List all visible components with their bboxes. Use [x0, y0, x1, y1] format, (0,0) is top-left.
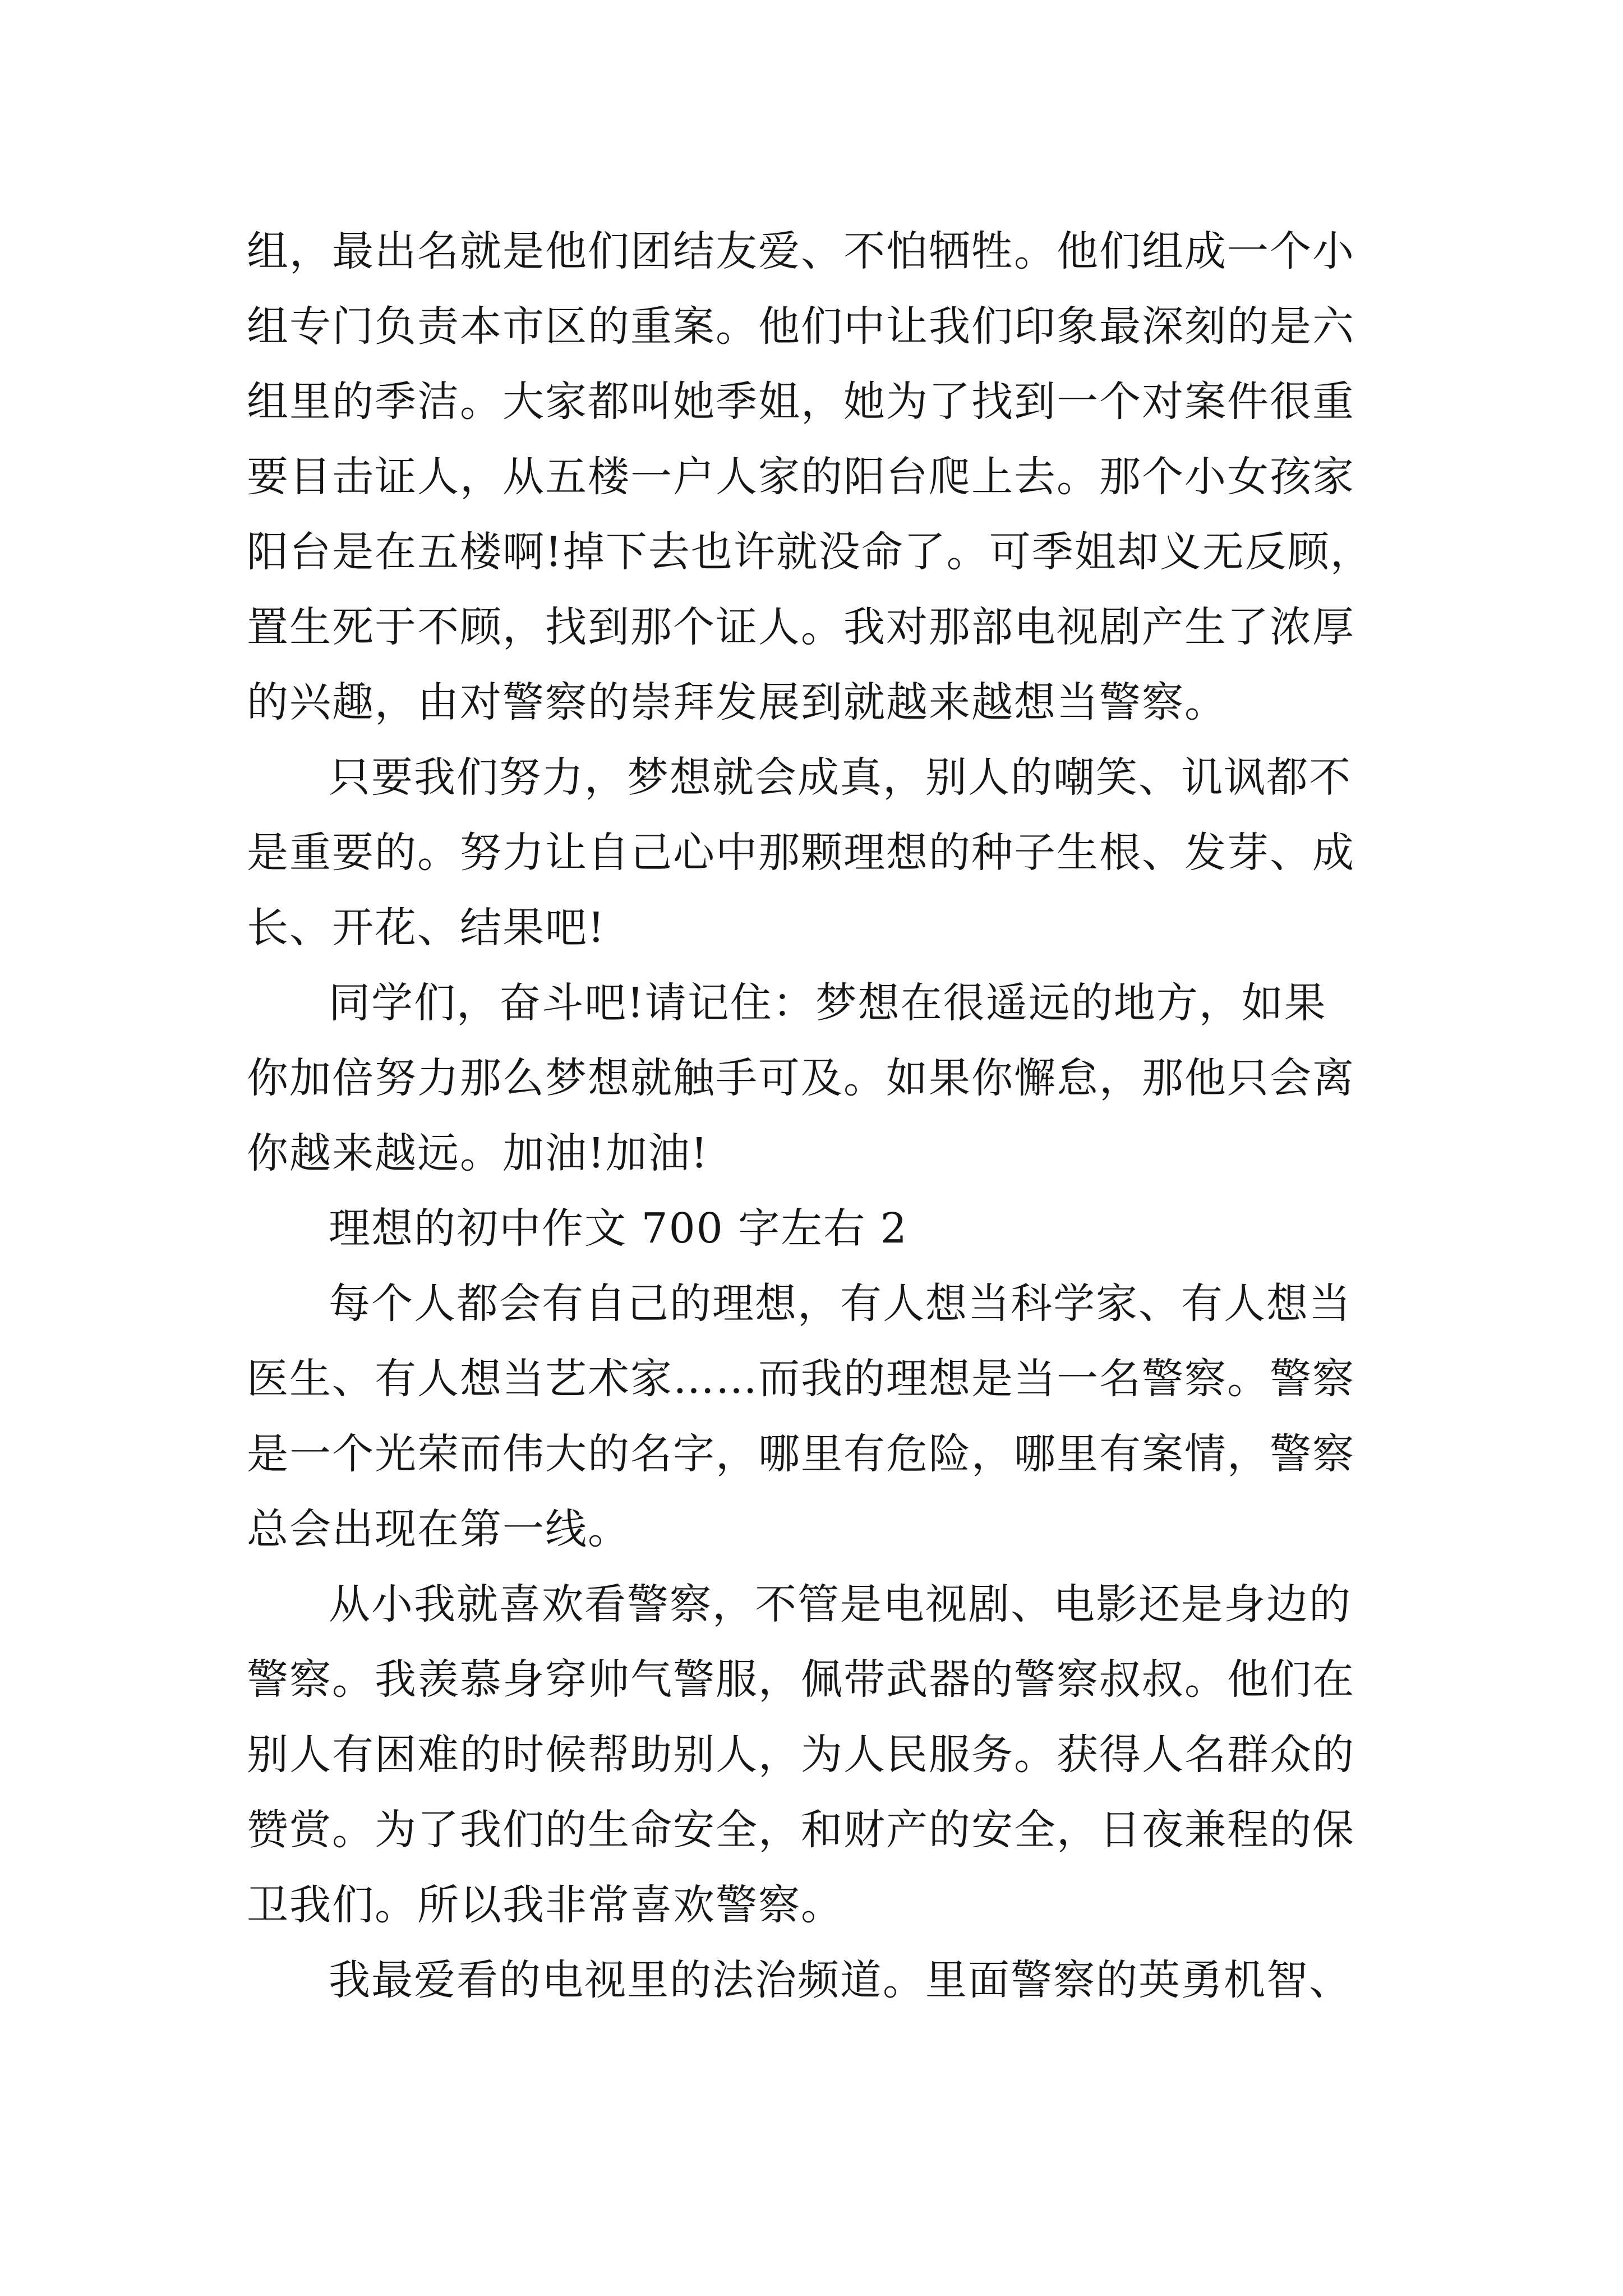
text-line: 组，最出名就是他们团结友爱、不怕牺牲。他们组成一个小 — [247, 227, 1355, 275]
text-line: 是重要的。努力让自己心中那颗理想的种子生根、发芽、成 — [247, 829, 1355, 877]
text-line: 组专门负责本市区的重案。他们中让我们印象最深刻的是六 — [247, 302, 1355, 351]
text-line: 你加倍努力那么梦想就触手可及。如果你懈怠，那他只会离 — [247, 1054, 1355, 1102]
text-line: 卫我们。所以我非常喜欢警察。 — [247, 1881, 843, 1929]
text-line: 置生死于不顾，找到那个证人。我对那部电视剧产生了浓厚 — [247, 603, 1355, 651]
paragraph-first-line: 同学们，奋斗吧!请记住：梦想在很遥远的地方，如果 — [329, 979, 1327, 1027]
text-line: 别人有困难的时候帮助别人，为人民服务。获得人名群众的 — [247, 1731, 1355, 1779]
paragraph-first-line: 只要我们努力，梦想就会成真，别人的嘲笑、讥讽都不 — [329, 753, 1352, 802]
section-heading: 理想的初中作文 700 字左右 2 — [329, 1204, 908, 1253]
text-line: 组里的季洁。大家都叫她季姐，她为了找到一个对案件很重 — [247, 378, 1355, 426]
text-line: 你越来越远。加油!加油! — [247, 1129, 709, 1177]
text-line: 警察。我羡慕身穿帅气警服，佩带武器的警察叔叔。他们在 — [247, 1655, 1355, 1704]
text-line: 是一个光荣而伟大的名字，哪里有危险，哪里有案情，警察 — [247, 1430, 1355, 1478]
text-line: 赞赏。为了我们的生命安全，和财产的安全，日夜兼程的保 — [247, 1806, 1355, 1854]
text-line: 总会出现在第一线。 — [247, 1505, 630, 1553]
paragraph-first-line: 从小我就喜欢看警察，不管是电视剧、电影还是身边的 — [329, 1580, 1352, 1628]
text-line: 阳台是在五楼啊!掉下去也许就没命了。可季姐却义无反顾， — [247, 528, 1373, 576]
text-line: 长、开花、结果吧! — [247, 904, 606, 952]
paragraph-first-line: 每个人都会有自己的理想，有人想当科学家、有人想当 — [329, 1280, 1352, 1328]
text-line: 医生、有人想当艺术家……而我的理想是当一名警察。警察 — [247, 1355, 1355, 1403]
paragraph-first-line: 我最爱看的电视里的法治频道。里面警察的英勇机智、 — [329, 1956, 1352, 2004]
text-line: 要目击证人，从五楼一户人家的阳台爬上去。那个小女孩家 — [247, 453, 1355, 501]
text-line: 的兴趣，由对警察的崇拜发展到就越来越想当警察。 — [247, 678, 1227, 726]
